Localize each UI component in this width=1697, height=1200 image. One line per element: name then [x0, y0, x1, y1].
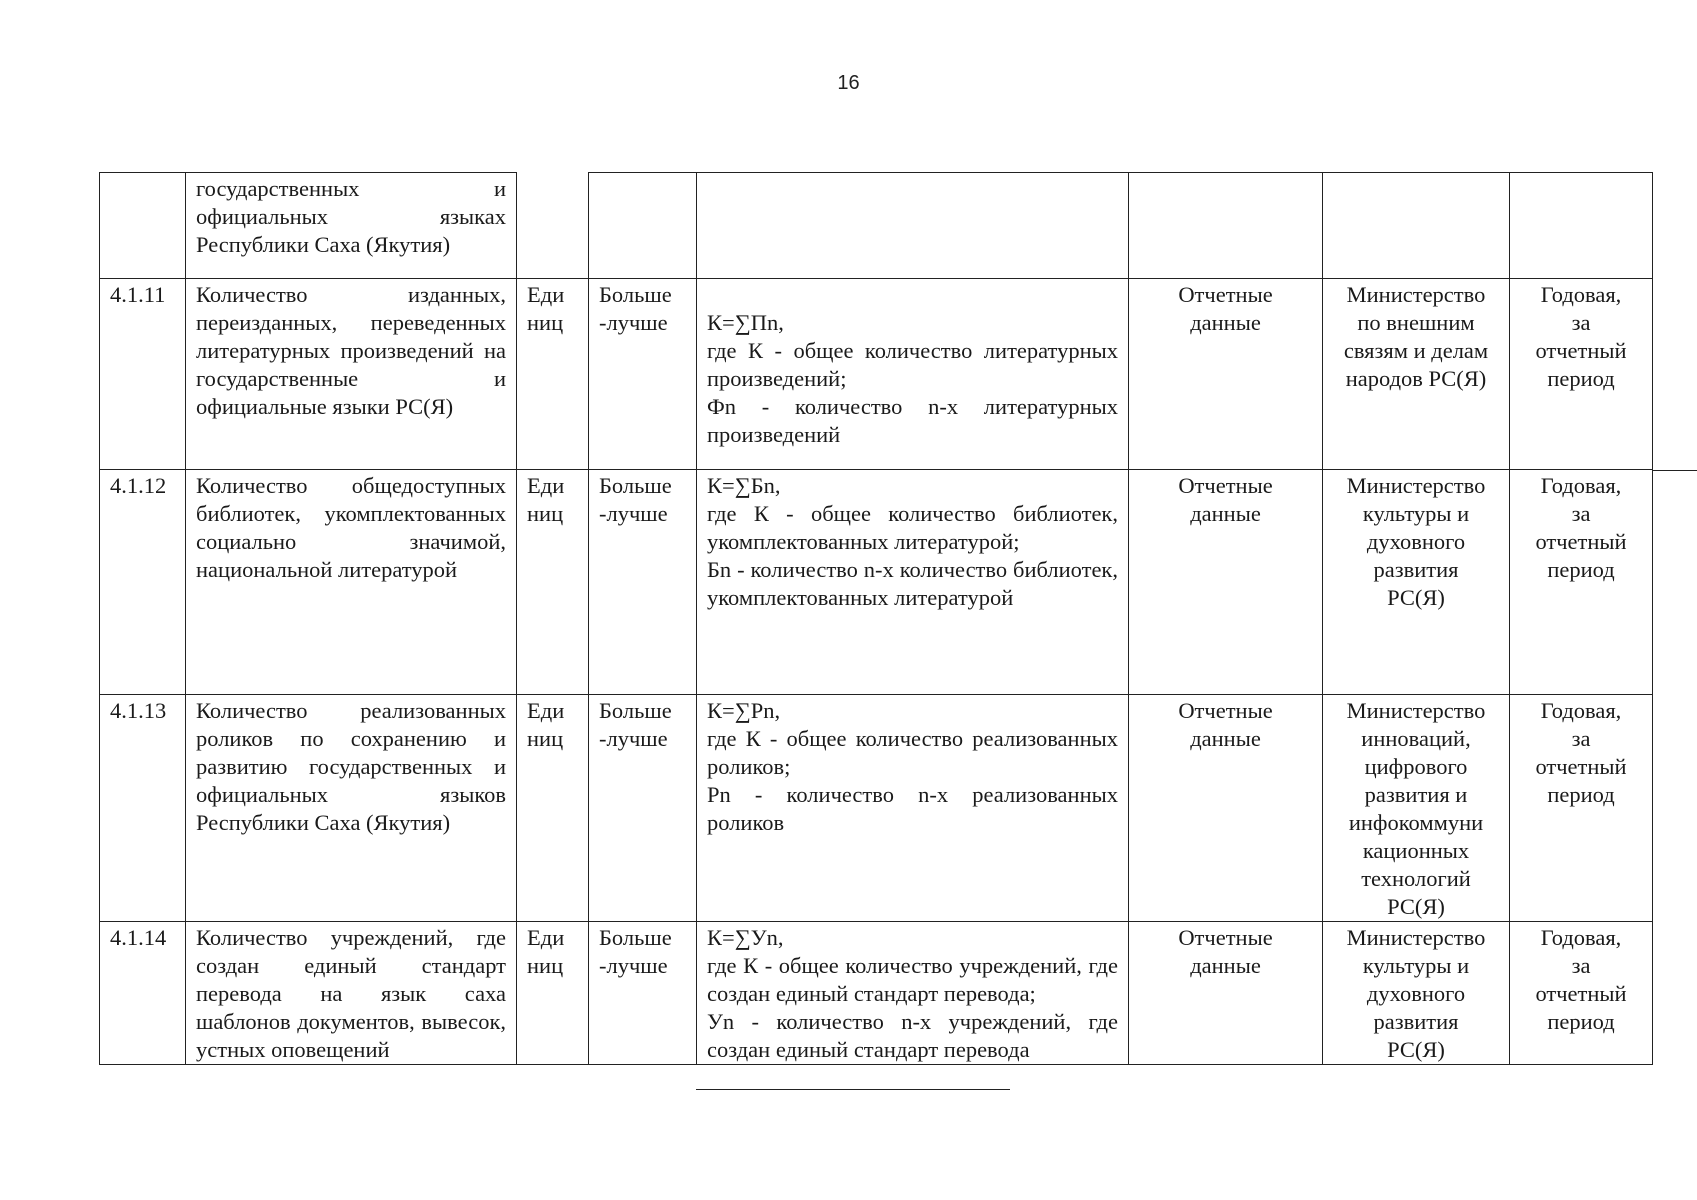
cell-period — [1510, 922, 1653, 1065]
indicator-name: Количество учреждений, где создан единый стандарт перевода на язык саха шаблонов документов, вывесок, устных оповещений — [196, 925, 506, 1062]
cell-source — [1129, 470, 1323, 695]
cell-num — [100, 279, 186, 470]
direction-label: Больше -лучше — [599, 698, 672, 751]
row-number: 4.1.13 — [110, 698, 167, 723]
cell-direction — [589, 173, 697, 279]
cell-formula — [697, 470, 1129, 695]
formula-description: Уn - количество n-х учреждений, где создан единый стандарт перевода — [707, 1009, 1118, 1062]
cell-responsible — [1323, 279, 1510, 470]
data-source: Отчетные данные — [1178, 282, 1273, 335]
cell-period — [1510, 173, 1653, 279]
row-number: 4.1.11 — [110, 282, 166, 307]
cell-formula — [697, 173, 1129, 279]
cell-period — [1510, 279, 1653, 470]
formula-description: Бn - количество n-х количество библиотек, укомплектованных литературой — [707, 557, 1118, 610]
indicator-name: Количество изданных, переизданных, переведенных литературных произведений на государственные и официальные языки РС(Я) — [196, 282, 506, 419]
indicator-name: государственных и официальных языках Республики Саха (Якутия) — [196, 176, 506, 257]
cell-unit — [517, 470, 589, 695]
table-row — [100, 695, 1653, 922]
reporting-period: Годовая, за отчетный период — [1535, 473, 1627, 582]
cell-unit — [517, 279, 589, 470]
page-number: 16 — [837, 72, 860, 94]
cell-num — [100, 470, 186, 695]
direction-label: Больше -лучше — [599, 925, 672, 978]
data-source: Отчетные данные — [1178, 925, 1273, 978]
unit-label: Еди ниц — [527, 925, 565, 978]
table-row-continuation — [100, 173, 1653, 279]
responsible-agency: Министерство инноваций, цифрового развития и инфокоммуни кационных технологий РС(Я) — [1346, 698, 1486, 919]
cell-period — [1510, 470, 1653, 695]
unit-label: Еди ниц — [527, 698, 565, 751]
cell-unit — [517, 695, 589, 922]
cell-unit — [517, 922, 589, 1065]
cell-direction — [589, 279, 697, 470]
table-row — [100, 279, 1653, 470]
formula-description: Рn - количество n-х реализованных роликов — [707, 782, 1118, 835]
cell-num — [100, 922, 186, 1065]
indicator-name: Количество общедоступных библиотек, укомплектованных социально значимой, национальной литературой — [196, 473, 506, 582]
cell-source — [1129, 695, 1323, 922]
data-source: Отчетные данные — [1178, 473, 1273, 526]
cell-direction — [589, 695, 697, 922]
formula-expression: К=∑Уn, — [707, 925, 784, 950]
formula-expression: К=∑Пn, — [707, 310, 784, 335]
formula-description: где К - общее количество реализованных роликов; — [707, 726, 1118, 779]
formula-expression: К=∑Рn, — [707, 698, 781, 723]
table-row — [100, 470, 1653, 695]
indicators-table — [99, 172, 1653, 1065]
cell-name — [186, 173, 517, 279]
cell-unit — [517, 173, 589, 279]
cell-direction — [589, 922, 697, 1065]
cell-name — [186, 922, 517, 1065]
unit-label: Еди ниц — [527, 282, 565, 335]
responsible-agency: Министерство культуры и духовного развития РС(Я) — [1346, 925, 1486, 1062]
cell-name — [186, 695, 517, 922]
direction-label: Больше -лучше — [599, 282, 672, 335]
data-source: Отчетные данные — [1178, 698, 1273, 751]
cell-source — [1129, 173, 1323, 279]
cell-responsible — [1323, 922, 1510, 1065]
formula-description: Фn - количество n-х литературных произведений — [707, 394, 1118, 447]
cell-num — [100, 695, 186, 922]
cell-name — [186, 279, 517, 470]
cell-num — [100, 173, 186, 279]
cell-responsible — [1323, 470, 1510, 695]
indicator-name: Количество реализованных роликов по сохранению и развитию государственных и официальных языков Республики Саха (Якутия) — [196, 698, 506, 835]
row-number: 4.1.12 — [110, 473, 167, 498]
table-row — [100, 922, 1653, 1065]
formula-expression: К=∑Бn, — [707, 473, 781, 498]
direction-label: Больше -лучше — [599, 473, 672, 526]
cell-responsible — [1323, 173, 1510, 279]
cell-source — [1129, 279, 1323, 470]
reporting-period: Годовая, за отчетный период — [1535, 698, 1627, 807]
cell-formula — [697, 695, 1129, 922]
formula-description: где К - общее количество литературных произведений; — [707, 338, 1118, 391]
reporting-period: Годовая, за отчетный период — [1535, 925, 1627, 1034]
unit-label: Еди ниц — [527, 473, 565, 526]
row-number: 4.1.14 — [110, 925, 167, 950]
footnote-rule — [696, 1089, 1010, 1090]
cell-direction — [589, 470, 697, 695]
formula-description: где К - общее количество библиотек, укомплектованных литературой; — [707, 501, 1118, 554]
cell-name — [186, 470, 517, 695]
responsible-agency: Министерство культуры и духовного развития РС(Я) — [1346, 473, 1486, 610]
formula-description: где К - общее количество учреждений, где создан единый стандарт перевода; — [707, 953, 1118, 1006]
cell-source — [1129, 922, 1323, 1065]
cell-formula — [697, 279, 1129, 470]
cell-period — [1510, 695, 1653, 922]
table-edge-line — [1653, 470, 1697, 471]
cell-formula — [697, 922, 1129, 1065]
reporting-period: Годовая, за отчетный период — [1535, 282, 1627, 391]
cell-responsible — [1323, 695, 1510, 922]
responsible-agency: Министерство по внешним связям и делам народов РС(Я) — [1343, 282, 1489, 391]
